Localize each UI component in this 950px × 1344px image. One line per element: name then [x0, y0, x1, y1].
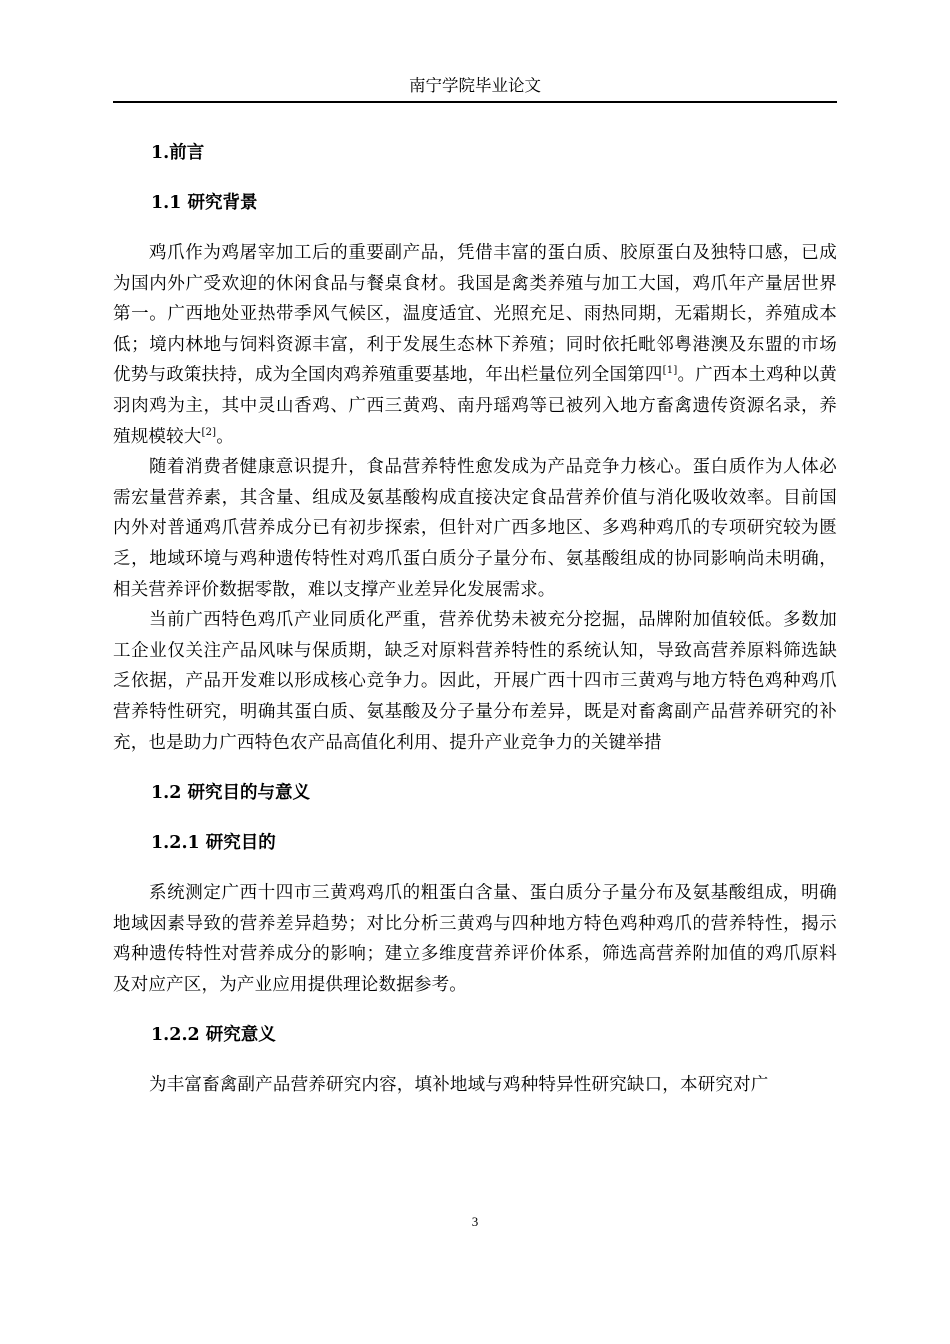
page-number: 3 [471, 1214, 479, 1229]
spacer [113, 758, 837, 778]
paragraph-background-3: 当前广西特色鸡爪产业同质化严重，营养优势未被充分挖掘，品牌附加值较低。多数加工企业仅关注产品风味与保质期，缺乏对原料营养特性的系统认知，导致高营养原料筛选缺乏依据，产品开发难以形成核心竞争力。因此，开展广西十四市三黄鸡与地方特色鸡种鸡爪营养特性研究，明确其蛋白质、氨基酸及分子量分布差异，既是对畜禽副产品营养研究的补充，也是助力广西特色农产品高值化利用、提升产业竞争力的关键举措 [113, 610, 837, 753]
section-heading-1-2-2: 1.2.2 研究意义 [151, 1025, 276, 1046]
spacer [113, 1000, 837, 1020]
paragraph-background-2: 随着消费者健康意识提升，食品营养特性愈发成为产品竞争力核心。蛋白质作为人体必需宏量营养素，其含量、组成及氨基酸构成直接决定食品营养价值与消化吸收效率。目前国内外对普通鸡爪营养成分已有初步探索，但针对广西多地区、多鸡种鸡爪的专项研究较为匮乏，地域环境与鸡种遗传特性对鸡爪蛋白质分子量分布、氨基酸组成的协同影响尚未明确，相关营养评价数据零散，难以支撑产业差异化发展需求。 [113, 457, 837, 600]
paragraph-text: 。 [216, 426, 234, 447]
paragraph-significance: 为丰富畜禽副产品营养研究内容，填补地域与鸡种特异性研究缺口，本研究对广 [149, 1075, 769, 1096]
running-header: 南宁学院毕业论文 [409, 76, 541, 95]
section-heading-1-1: 1.1 研究背景 [151, 193, 258, 213]
citation-ref[interactable]: [2] [201, 426, 217, 438]
section-heading-1-2: 1.2 研究目的与意义 [151, 783, 311, 804]
section-heading-1-2-1: 1.2.1 研究目的 [151, 833, 276, 854]
page-body [113, 138, 837, 1101]
header-divider [113, 101, 837, 103]
section-heading-1: 1.前言 [151, 143, 205, 163]
paragraph-purpose: 系统测定广西十四市三黄鸡鸡爪的粗蛋白含量、蛋白质分子量分布及氨基酸组成，明确地域因素导致的营养差异趋势；对比分析三黄鸡与四种地方特色鸡种鸡爪的营养特性，揭示鸡种遗传特性对营养成分的影响；建立多维度营养评价体系，筛选高营养附加值的鸡爪原料及对应产区，为产业应用提供理论数据参考。 [113, 883, 837, 995]
paragraph-text: 鸡爪作为鸡屠宰加工后的重要副产品，凭借丰富的蛋白质、胶原蛋白及独特口感，已成为国内外广受欢迎的休闲食品与餐桌食材。我国是禽类养殖与加工大国，鸡爪年产量居世界第一。广西地处亚热带季风气候区，温度适宜、光照充足、雨热同期，无霜期长，养殖成本低；境内林地与饲料资源丰富，利于发展生态林下养殖；同时依托毗邻粤港澳及东盟的市场优势与政策扶持，成为全国肉鸡养殖重要基地，年出栏量位列全国第四 [113, 243, 837, 386]
paragraph-background-1 [113, 238, 837, 452]
paragraph-text: 。广西本土鸡种以黄羽肉鸡为主，其中灵山香鸡、广西三黄鸡、南丹瑶鸡等已被列入地方畜禽遗传资源名录，养殖规模较大 [113, 365, 837, 447]
citation-ref[interactable]: [1] [662, 365, 678, 377]
